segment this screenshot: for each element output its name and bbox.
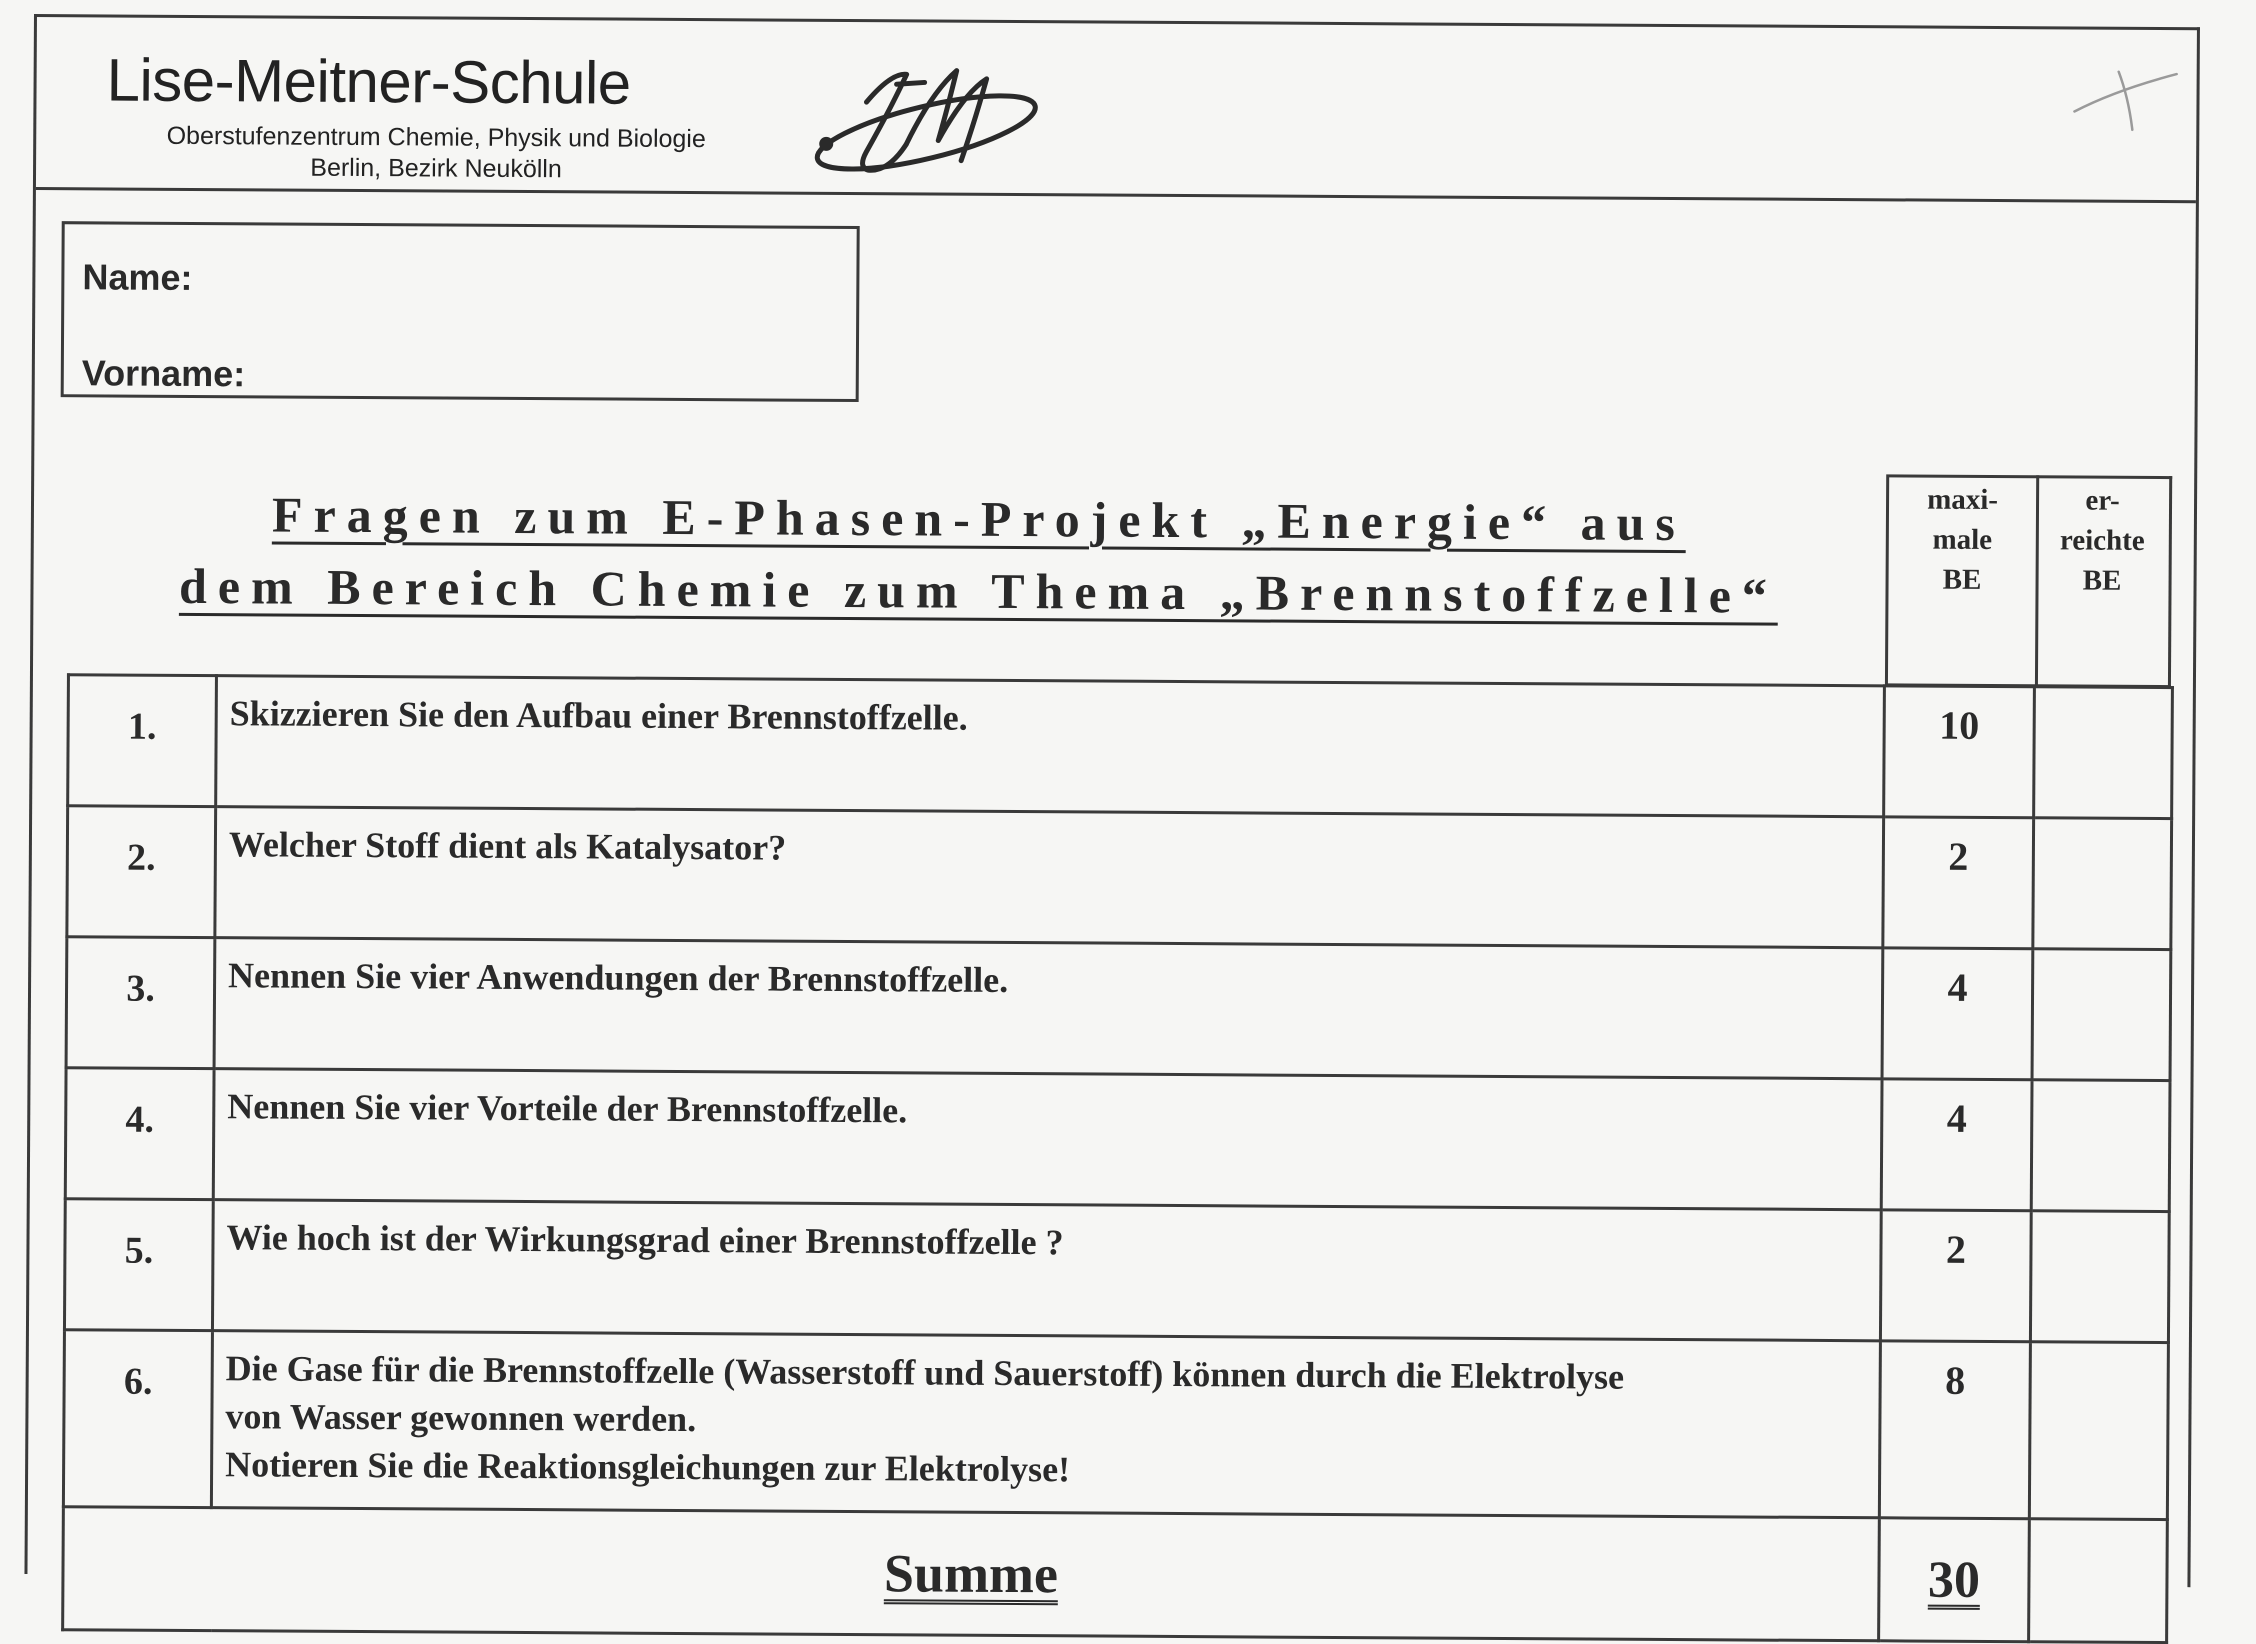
question-max-points: 2 xyxy=(1883,817,2034,949)
school-subtitle-line-2: Berlin, Bezirk Neukölln xyxy=(310,153,562,184)
question-reached-points xyxy=(2032,949,2171,1081)
question-max-points: 2 xyxy=(1880,1210,2031,1342)
question-text: Welcher Stoff dient als Katalysator? xyxy=(215,807,1884,948)
title-line-1: Fragen zum E-Phasen-Projekt „Energie“ aus xyxy=(271,486,1687,552)
question-reached-points xyxy=(2034,687,2173,819)
vorname-field-label: Vorname: xyxy=(81,352,246,395)
summary-label-cell xyxy=(63,1507,1880,1641)
question-max-points: 10 xyxy=(1884,686,2035,818)
questions-table xyxy=(61,673,2174,1644)
question-reached-points xyxy=(2033,818,2172,950)
school-subtitle xyxy=(106,120,766,186)
question-number: 5. xyxy=(64,1199,213,1331)
summary-reached-points xyxy=(2029,1519,2168,1643)
question-max-points: 4 xyxy=(1881,1079,2032,1211)
max-be-header-line: male xyxy=(1932,523,1993,556)
name-field-label: Name: xyxy=(82,256,193,298)
summary-row xyxy=(63,1507,2168,1643)
title-line-2: dem Bereich Chemie zum Thema „Brennstoffzelle“ xyxy=(178,557,1779,624)
question-reached-points xyxy=(2031,1080,2170,1212)
school-name: Lise-Meitner-Schule xyxy=(106,46,631,117)
question-row xyxy=(65,1068,2170,1212)
max-be-header-line: maxi- xyxy=(1927,483,1999,517)
question-number: 2. xyxy=(67,806,216,938)
question-row xyxy=(66,937,2171,1081)
school-subtitle-line-1: Oberstufenzentrum Chemie, Physik und Biologie xyxy=(166,121,706,154)
reached-be-header-line: reichte xyxy=(2059,524,2145,557)
question-number: 4. xyxy=(65,1068,214,1200)
question-max-points: 8 xyxy=(1879,1341,2030,1519)
max-be-header xyxy=(1885,474,2039,687)
question-text: Die Gase für die Brennstoffzelle (Wasserstoff und Sauerstoff) können durch die Elektrolyse von Wasser gewonnen werden. Notieren Sie die Reaktionsgleichungen zur Elektrolyse! xyxy=(211,1331,1880,1518)
worksheet-title xyxy=(83,477,1874,632)
question-row xyxy=(68,675,2173,819)
question-text: Nennen Sie vier Anwendungen der Brennstoffzelle. xyxy=(214,938,1883,1079)
question-row xyxy=(67,806,2172,950)
question-number: 1. xyxy=(68,675,217,807)
question-reached-points xyxy=(2029,1342,2168,1520)
reached-be-header-line: BE xyxy=(2082,564,2122,597)
student-info-box xyxy=(61,221,860,402)
question-text: Wie hoch ist der Wirkungsgrad einer Brennstoffzelle ? xyxy=(212,1200,1881,1341)
worksheet xyxy=(24,14,2199,1609)
question-row xyxy=(63,1330,2168,1520)
reached-be-header xyxy=(2035,475,2172,688)
school-logo xyxy=(796,52,1047,194)
summary-total: 30 xyxy=(1927,1551,1981,1609)
question-row xyxy=(64,1199,2169,1343)
header-divider xyxy=(36,187,2196,203)
question-max-points: 4 xyxy=(1882,948,2033,1080)
question-text: Skizzieren Sie den Aufbau einer Brennstoffzelle. xyxy=(216,676,1885,817)
question-number: 6. xyxy=(63,1330,212,1508)
summary-total-cell xyxy=(1879,1518,2030,1642)
question-text: Nennen Sie vier Vorteile der Brennstoffzelle. xyxy=(213,1069,1882,1210)
question-number: 3. xyxy=(66,937,215,1069)
question-reached-points xyxy=(2030,1211,2169,1343)
summary-label: Summe xyxy=(883,1543,1059,1605)
pencil-mark-icon xyxy=(2066,59,2186,140)
reached-be-header-line: er- xyxy=(2085,484,2120,517)
max-be-header-line: BE xyxy=(1942,563,1982,596)
